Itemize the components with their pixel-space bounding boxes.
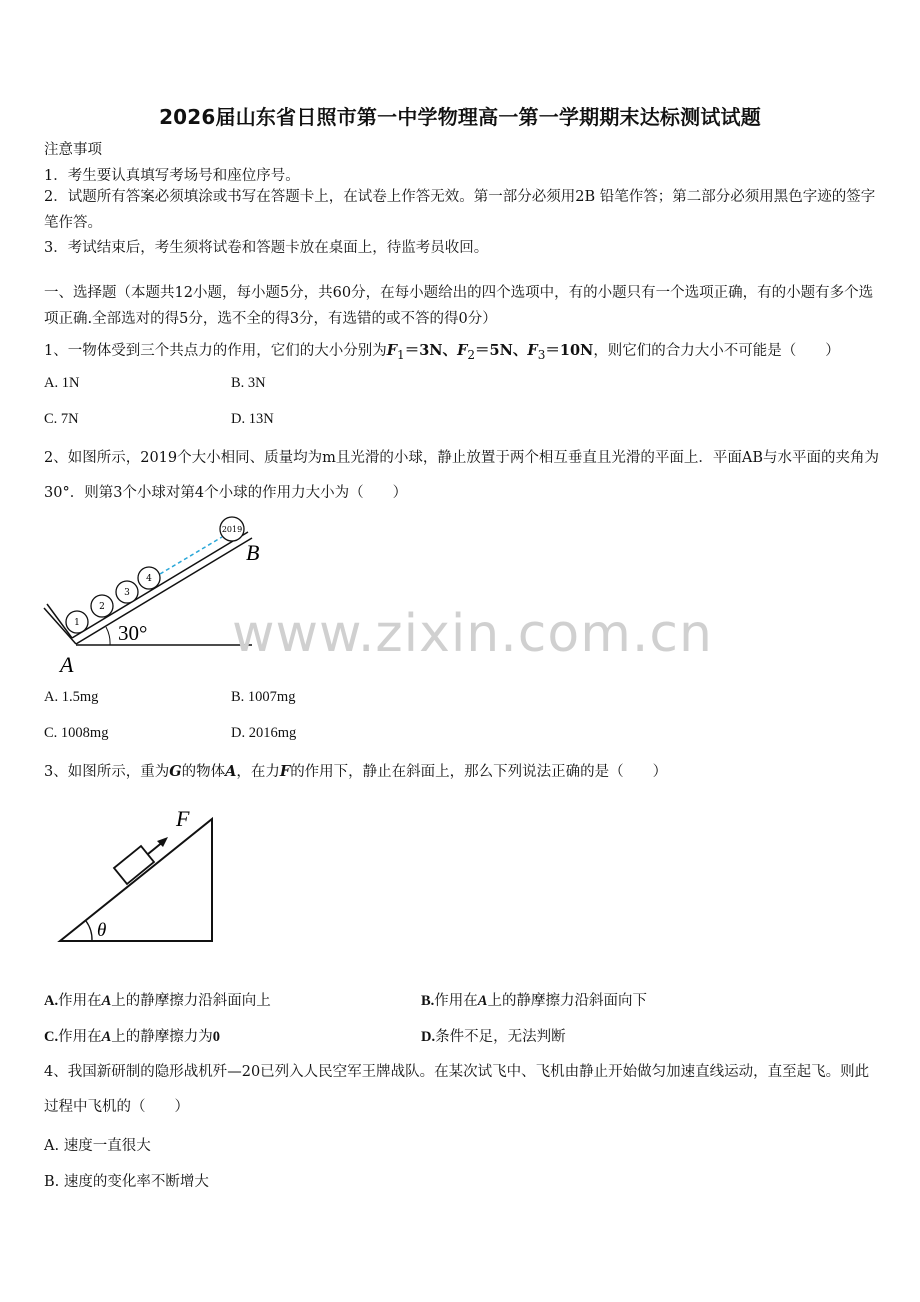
q3-option-a [44, 989, 271, 1010]
q3-option-a-obj: A [101, 993, 112, 1009]
ball-3-label: 3 [124, 588, 130, 598]
angle-label: 30° [118, 621, 148, 645]
q3-stem-b: 的物体 [181, 764, 226, 780]
q3-stem-d: 的作用下，静止在斜面上，那么下列说法正确的是（ ） [290, 764, 668, 780]
notice-item-1: 1．考生要认真填写考场号和座位序号。 [44, 168, 300, 184]
page-title: 2026届山东省日照市第一中学物理高一第一学期期末达标测试试题 [159, 105, 761, 129]
q1-f2: F [457, 342, 468, 359]
notice-heading: 注意事项 [44, 142, 102, 158]
ball-2 [91, 595, 113, 617]
q4-option-a: A. 速度一直很大 [44, 1138, 151, 1154]
q3-option-b [421, 989, 647, 1010]
force-label: F [176, 806, 190, 831]
q3-a: A [225, 763, 237, 780]
q2-option-d: D. 2016mg [231, 725, 297, 741]
notice-item-2: 2．试题所有答案必须填涂或书写在答题卡上，在试卷上作答无效。第一部分必须用2B 铅笔作答；第二部分必须用黑色字迹的签字笔作答。 [44, 189, 876, 231]
q2-option-a: A. 1.5mg [44, 689, 99, 705]
q1-f1: F [386, 342, 398, 359]
ball-4-label: 4 [146, 574, 152, 584]
q3-option-a-text: 作用在 [58, 993, 102, 1009]
q1-f3: F [527, 342, 538, 359]
q3-option-d-text: 条件不足，无法判断 [435, 1029, 566, 1045]
point-b-label: B [246, 540, 260, 565]
ball-4 [138, 567, 160, 589]
q2-option-c: C. 1008mg [44, 725, 109, 741]
q3-option-a-text2: 上的静摩擦力沿斜面向上 [111, 993, 271, 1009]
q3-option-b-text: 作用在 [434, 993, 478, 1009]
section-heading: 一、选择题（本题共12小题，每小题5分，共60分，在每小题给出的四个选项中，有的小题只有一个选项正确，有的小题有多个选项正确.全部选对的得5分，选不全的得3分，有选错的或不答的得0分） [44, 285, 874, 327]
incline-triangle [60, 819, 212, 941]
q4-stem: 4、我国新研制的隐形战机歼—20已列入人民空军王牌战队。在某次试飞中、飞机由静止开始做匀加速直线运动，直至起飞。则此过程中飞机的（ ） [44, 1064, 870, 1115]
q1-f2-sub: 2 [467, 347, 476, 362]
q1-option-c: C. 7N [44, 411, 79, 427]
incline-ab [76, 538, 252, 644]
notice-item-3: 3．考试结束后，考生须将试卷和答题卡放在桌面上，待监考员收回。 [44, 240, 489, 256]
q1-option-b: B. 3N [231, 375, 266, 391]
dashed-balls-line [160, 537, 222, 574]
q1-option-d: D. 13N [231, 411, 274, 427]
q3-option-c-val: 0 [212, 1029, 221, 1045]
q3-option-b-obj: A [477, 993, 488, 1009]
ball-2019 [220, 517, 244, 541]
q1-f3-val: ＝10N [545, 342, 594, 359]
q2-stem: 2、如图所示，2019个大小相同、质量均为m且光滑的小球，静止放置于两个相互垂直且光滑的平面上．平面AB与水平面的夹角为30°．则第3个小球对第4个小球的作用力大小为（ ） [44, 450, 879, 501]
q3-option-c-text2: 上的静摩擦力为 [111, 1029, 213, 1045]
q1-f2-val: ＝5N、 [475, 342, 528, 359]
q3-stem-a: 3、如图所示，重为 [44, 764, 170, 780]
ball-3 [116, 581, 138, 603]
q4-option-b: B. 速度的变化率不断增大 [44, 1174, 209, 1190]
q3-figure [56, 800, 226, 945]
q2-option-b: B. 1007mg [231, 689, 296, 705]
q3-option-d-prefix: D. [421, 1029, 436, 1045]
q3-option-c-obj: A [101, 1029, 112, 1045]
watermark: www.zixin.com.cn [232, 604, 713, 664]
q1-f1-sub: 1 [397, 347, 405, 362]
q3-stem-c: ，在力 [236, 764, 280, 780]
q3-g: G [169, 763, 182, 780]
q3-option-c-prefix: C. [44, 1029, 59, 1045]
q3-stem [44, 760, 667, 781]
theta-label: θ [97, 920, 107, 941]
q1-f1-val: ＝3N、 [404, 342, 458, 359]
q1-f3-sub: 3 [537, 347, 546, 362]
q1-stem [44, 339, 840, 362]
ball-1-label: 1 [74, 618, 80, 628]
angle-arc [106, 627, 110, 645]
q3-option-a-prefix: A. [44, 993, 59, 1009]
q3-option-c [44, 1025, 220, 1046]
q3-f: F [279, 763, 291, 780]
q1-stem-b: ，则它们的合力大小不可能是（ ） [593, 343, 840, 359]
ball-2019-label: 2019 [221, 525, 243, 534]
q1-stem-a: 1、一物体受到三个共点力的作用，它们的大小分别为 [44, 343, 387, 359]
q3-option-b-prefix: B. [421, 993, 435, 1009]
incline-ab-inner [72, 532, 248, 638]
ball-2-label: 2 [99, 602, 105, 612]
q1-option-a: A. 1N [44, 375, 80, 391]
ball-1 [66, 611, 88, 633]
q3-option-b-text2: 上的静摩擦力沿斜面向下 [487, 993, 647, 1009]
point-a-label: A [60, 652, 74, 677]
q3-option-c-text: 作用在 [58, 1029, 102, 1045]
q3-option-d [421, 1025, 566, 1046]
